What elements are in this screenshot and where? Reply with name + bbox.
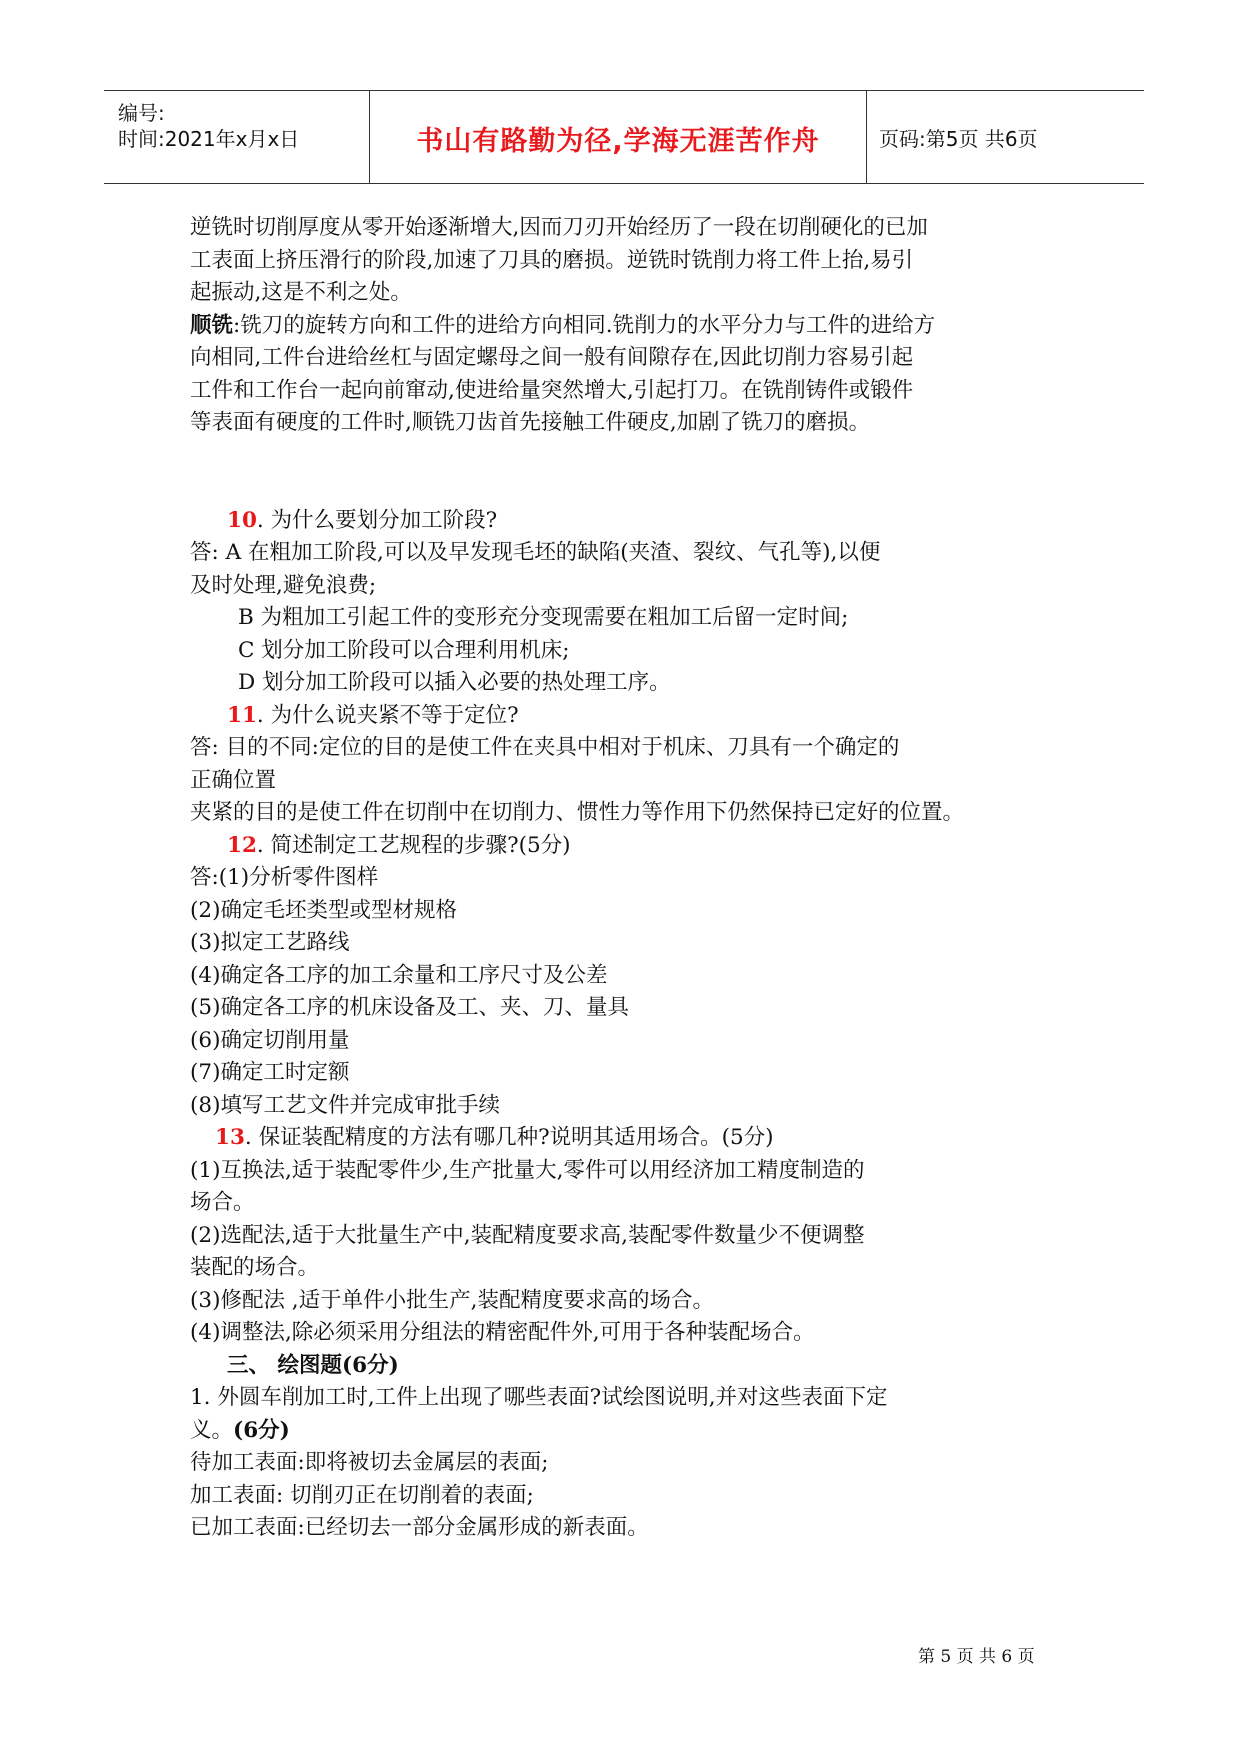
- answer-line: 场合。: [190, 1190, 255, 1215]
- text-line: 等表面有硬度的工件时,顺铣刀齿首先接触工件硬皮,加剧了铣刀的磨损。: [190, 410, 871, 435]
- answer-line: (2)确定毛坯类型或型材规格: [190, 897, 457, 923]
- page-label: 页码:第5页 共6页: [879, 127, 1038, 151]
- answer-item: D 划分加工阶段可以插入必要的热处理工序。: [238, 670, 671, 695]
- answer-line: 已加工表面:已经切去一部分金属形成的新表面。: [190, 1515, 649, 1540]
- answer-line: 答: 目的不同:定位的目的是使工件在夹具中相对于机床、刀具有一个确定的: [190, 735, 900, 760]
- answer-line: 及时处理,避免浪费;: [190, 572, 377, 598]
- text-line: 向相同,工件台进给丝杠与固定螺母之间一般有间隙存在,因此切削力容易引起: [190, 345, 914, 370]
- answer-line: (5)确定各工序的机床设备及工、夹、刀、量具: [190, 995, 629, 1020]
- header-page-cell: [865, 91, 1144, 183]
- answer-line: 答:(1)分析零件图样: [190, 865, 379, 890]
- header-meta-cell: [104, 91, 369, 183]
- question-number: 10: [227, 507, 257, 533]
- text-fragment: 义。: [190, 1417, 234, 1443]
- serial-label: 编号:: [118, 101, 165, 125]
- time-label: 时间:2021年x月x日: [118, 127, 300, 151]
- text-line: :铣刀的旋转方向和工件的进给方向相同.铣削力的水平分力与工件的进给方: [233, 312, 936, 338]
- score-label: (6分): [233, 1417, 290, 1443]
- answer-line: 正确位置: [190, 767, 277, 793]
- text-line: 工表面上挤压滑行的阶段,加速了刀具的磨损。逆铣时铣削力将工件上抬,易引: [190, 247, 914, 273]
- answer-line: (6)确定切削用量: [190, 1027, 350, 1053]
- question-number: 11: [227, 702, 257, 728]
- drawing-question-line: 1. 外圆车削加工时,工件上出现了哪些表面?试绘图说明,并对这些表面下定: [190, 1385, 888, 1410]
- answer-item: B 为粗加工引起工件的变形充分变现需要在粗加工后留一定时间;: [238, 605, 849, 630]
- document-body: [190, 212, 1070, 1545]
- answer-line: (1)互换法,适于装配零件少,生产批量大,零件可以用经济加工精度制造的: [190, 1157, 865, 1183]
- text-line: 逆铣时切削厚度从零开始逐渐增大,因而刀刃开始经历了一段在切削硬化的已加: [190, 215, 928, 240]
- answer-line: (2)选配法,适于大批量生产中,装配精度要求高,装配零件数量少不便调整: [190, 1222, 865, 1248]
- question-10: [190, 505, 1070, 538]
- answer-line: 夹紧的目的是使工件在切削中在切削力、惯性力等作用下仍然保持已定好的位置。: [190, 800, 965, 825]
- shunxi-paragraph-start: [190, 310, 1070, 343]
- answer-line: (4)调整法,除必须采用分组法的精密配件外,可用于各种装配场合。: [190, 1320, 815, 1345]
- answer-line: (3)拟定工艺路线: [190, 930, 350, 955]
- question-13: [190, 1122, 1070, 1155]
- answer-line: (4)确定各工序的加工余量和工序尺寸及公差: [190, 962, 608, 988]
- spacer: [190, 440, 1070, 505]
- answer-line: 加工表面: 切削刃正在切削着的表面;: [190, 1482, 534, 1508]
- answer-line: 装配的场合。: [190, 1255, 320, 1280]
- motto: 书山有路勤为径,学海无涯苦作舟: [416, 126, 820, 157]
- shunxi-term: 顺铣: [190, 312, 234, 338]
- question-text: . 简述制定工艺规程的步骤?(5分): [256, 832, 571, 858]
- answer-line: (7)确定工时定额: [190, 1060, 350, 1085]
- question-number: 13: [215, 1125, 245, 1150]
- question-text: . 为什么说夹紧不等于定位?: [256, 702, 519, 728]
- answer-line: 答: A 在粗加工阶段,可以及早发现毛坯的缺陷(夹渣、裂纹、气孔等),以便: [190, 540, 881, 565]
- question-12: [190, 830, 1070, 863]
- page-footer: 第 5 页 共 6 页: [918, 1647, 1035, 1667]
- answer-line: 待加工表面:即将被切去金属层的表面;: [190, 1450, 549, 1475]
- text-line: 起振动,这是不利之处。: [190, 280, 412, 305]
- header-motto-cell: [369, 91, 867, 183]
- question-text: . 保证装配精度的方法有哪几种?说明其适用场合。(5分): [244, 1125, 774, 1150]
- answer-line: (8)填写工艺文件并完成审批手续: [190, 1092, 500, 1118]
- question-11: [190, 700, 1070, 733]
- text-line: 工件和工作台一起向前窜动,使进给量突然增大,引起打刀。在铣削铸件或锻件: [190, 377, 914, 403]
- section-heading: 三、 绘图题(6分): [227, 1352, 399, 1378]
- question-text: . 为什么要划分加工阶段?: [256, 507, 498, 533]
- question-number: 12: [227, 832, 257, 858]
- drawing-question-line2: [190, 1415, 1070, 1448]
- answer-line: (3)修配法 ,适于单件小批生产,装配精度要求高的场合。: [190, 1287, 714, 1313]
- answer-item: C 划分加工阶段可以合理利用机床;: [238, 637, 570, 663]
- page-header: [104, 90, 1144, 184]
